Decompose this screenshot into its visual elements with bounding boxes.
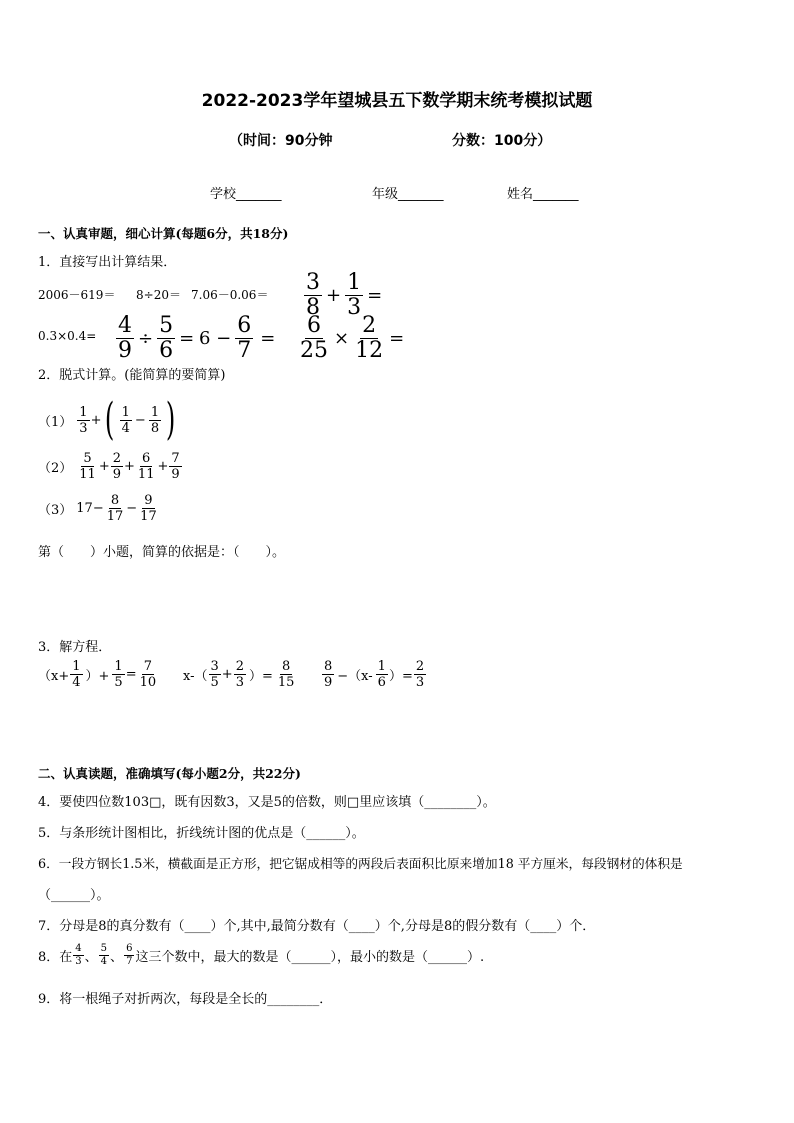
q2-part3: （3） 17− $\frac{8}{17}$ − $\frac{9}{17}$ [38, 493, 157, 524]
q1-item-e: 0.3×0.4= [38, 329, 97, 343]
q1-item-g: 6 − $\frac{6}{7}$ = [199, 313, 276, 363]
q2-prompt: 2．脱式计算。(能简算的要简算) [38, 368, 226, 383]
q1-item-b: 8÷20＝ [136, 288, 181, 302]
section1-heading: 一、认真审题，细心计算(每题6分，共18分) [38, 226, 289, 241]
q1-item-d: $\frac{3}{8}$ + $\frac{1}{3}$ = [306, 270, 383, 320]
q9: 9．将一根绳子对折两次，每段是全长的________． [38, 992, 333, 1007]
q2-note: 第（ ）小题，简算的依据是：（ ）。 [38, 545, 286, 560]
q3-prompt: 3．解方程． [38, 640, 112, 655]
section2-heading: 二、认真读题，准确填写(每小题2分，共22分) [38, 766, 301, 781]
q6-line2: （______）。 [38, 888, 110, 903]
q2-part1: （1） $\frac{1}{3}$ + ( $\frac{1}{4}$ − $\frac{1}{8}$ ) [38, 394, 176, 445]
q2-part2: （2） $\frac{5}{11}$ + $\frac{2}{9}$ + $\frac{6}{11}$ + $\frac{7}{9}$ [38, 451, 180, 482]
q3-equation-2: x-（ $\frac{3}{5}$ + $\frac{2}{3}$ ）= $\frac{8}{15}$ [183, 659, 295, 690]
exam-score: 分数：100分） [452, 133, 552, 149]
q1-item-c: 7.06－0.06＝ [191, 288, 269, 302]
q3-equation-3: $\frac{8}{9}$ −（x- $\frac{1}{6}$ ）= $\frac{2}{3}$ [324, 659, 425, 690]
q4: 4．要使四位数103□，既有因数3，又是5的倍数，则□里应该填（________）。 [38, 795, 496, 810]
q1-item-f: $\frac{4}{9}$ ÷ $\frac{5}{6}$ = [118, 313, 195, 363]
q6-line1: 6．一段方钢长1.5米，横截面是正方形，把它锯成相等的两段后表面积比原来增加18 平方厘米，每段钢材的体积是 [38, 856, 683, 871]
school-field: 学校_______ [210, 187, 282, 202]
q1-item-a: 2006－619＝ [38, 288, 116, 302]
exam-time: （时间：90分钟 [229, 133, 333, 149]
q5: 5．与条形统计图相比，折线统计图的优点是（______）。 [38, 826, 365, 841]
page-title: 2022-2023学年望城县五下数学期末统考模拟试题 [201, 91, 593, 111]
q1-prompt: 1．直接写出计算结果． [38, 255, 177, 270]
q3-equation-1: （x+ $\frac{1}{4}$ ）+ $\frac{1}{5}$ = $\frac{7}{10}$ [38, 659, 157, 690]
grade-field: 年级_______ [372, 187, 444, 202]
q7: 7．分母是8的真分数有（____）个,其中,最简分数有（____）个,分母是8的假分数有（____）个． [38, 919, 596, 934]
name-field: 姓名_______ [507, 187, 579, 202]
q1-item-h: $\frac{6}{25}$ × $\frac{2}{12}$ = [300, 313, 405, 363]
q8: 8．在 $\frac{4}{3}$ 、 $\frac{5}{4}$ 、 $\frac{6}{7}$ 这三个数中，最大的数是（______），最小的数是（______）. [38, 943, 485, 967]
